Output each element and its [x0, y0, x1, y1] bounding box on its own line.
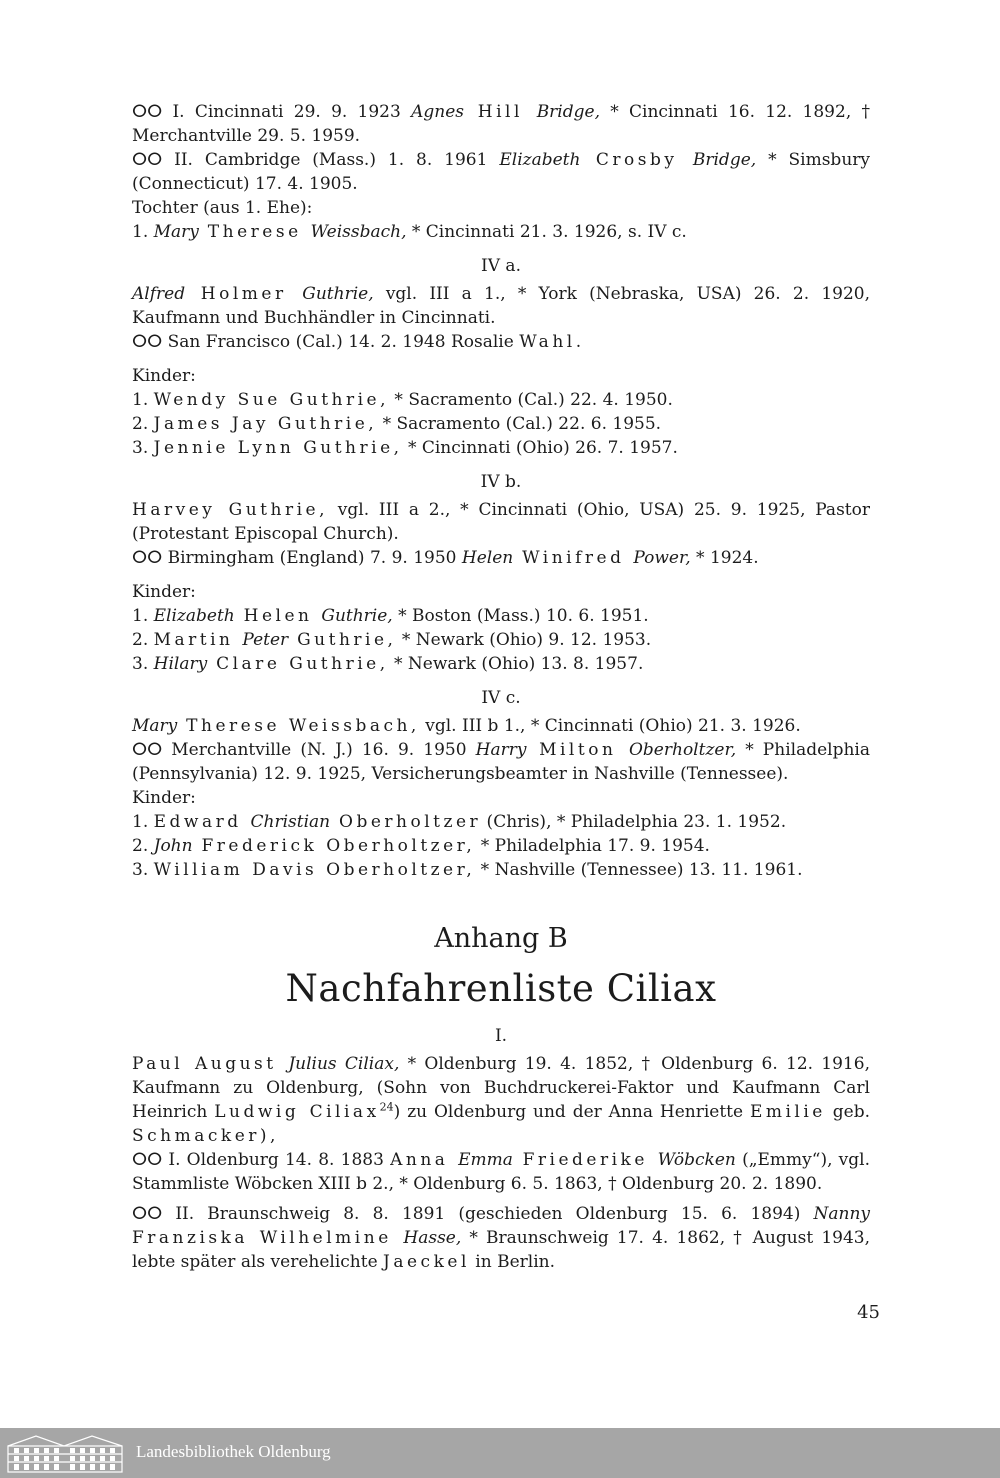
text-run: 2. [132, 414, 154, 434]
text-run: 3. [132, 654, 154, 674]
ivc-marriage [132, 738, 870, 786]
spaced-name: Ludwig Ciliax [214, 1102, 380, 1122]
italic-name: Bridge, [536, 102, 600, 122]
spacer [132, 354, 870, 364]
section-heading-ivc: IV c. [481, 688, 521, 708]
spaced-name: Therese Weissbach, [177, 716, 420, 736]
appendix-entry-2 [132, 1148, 870, 1196]
text-run: ⵔⵔ I. Oldenburg 14. 8. 1883 [132, 1150, 391, 1170]
ivb-child-1 [132, 604, 870, 628]
italic-name: Weissbach, [310, 222, 407, 242]
iva-child-3 [132, 436, 870, 460]
text-run: vgl. III b 1., * Cincinnati (Ohio) 21. 3. 1926. [419, 716, 801, 736]
paragraph-marriage-1 [132, 100, 870, 148]
text-run: * Newark (Ohio) 9. 12. 1953. [396, 630, 652, 650]
spaced-name: Friederike [512, 1150, 658, 1170]
iva-head-line [132, 282, 870, 330]
italic-name: Wöbcken [657, 1150, 736, 1170]
spaced-name: Martin [153, 630, 243, 650]
italic-name: Elizabeth [153, 606, 235, 626]
italic-name: Guthrie, [302, 284, 374, 304]
italic-name: Emma [458, 1150, 513, 1170]
spaced-name: Winifred [513, 548, 634, 568]
iva-marriage [132, 330, 870, 354]
italic-name: Alfred [132, 284, 186, 304]
text-run: 1. [132, 390, 154, 410]
paragraph-daughter-label: Tochter (aus 1. Ehe): [132, 198, 313, 218]
text-run: * Philadelphia (Pennsylvania) 12. 9. 1925, Versicherungsbeamter in Nashville (Tennessee). [132, 740, 870, 784]
text-run: vgl. III a 1., * York (Nebraska, USA) 26. 2. 1920, Kaufmann und Buchhändler in Cincinnati. [132, 284, 870, 328]
spaced-name: Oberholtzer [330, 812, 482, 832]
spaced-name: Edward [153, 812, 251, 832]
italic-name: Mary [153, 222, 199, 242]
paragraph-daughter [132, 220, 870, 244]
spaced-name: James Jay Guthrie, [153, 414, 378, 434]
italic-name: Christian [250, 812, 331, 832]
italic-name: Hilary [153, 654, 208, 674]
spaced-name: William Davis Oberholtzer, [153, 860, 476, 880]
italic-name: John [153, 836, 193, 856]
ivc-child-1 [132, 810, 870, 834]
spaced-name: Anna [390, 1150, 459, 1170]
text-run: * Sacramento (Cal.) 22. 6. 1955. [377, 414, 662, 434]
text-run: * Cincinnati 16. 12. 1892, † Merchantville 29. 5. 1959. [132, 102, 870, 146]
italic-name: Agnes [411, 102, 464, 122]
text-run: 3. [132, 860, 154, 880]
italic-name: Nanny [813, 1204, 870, 1224]
ivc-children-label: Kinder: [132, 788, 196, 808]
text-run: * Boston (Mass.) 10. 6. 1951. [392, 606, 649, 626]
text-run: 1. [132, 812, 154, 832]
text-block [132, 100, 870, 1274]
appendix-label: Anhang B [434, 923, 568, 954]
iva-children-label: Kinder: [132, 366, 196, 386]
spaced-name: Franziska Wilhelmine [132, 1228, 404, 1248]
text-run: ⵔⵔ Birmingham (England) 7. 9. 1950 [132, 548, 462, 568]
text-run: ⵔⵔ II. Cambridge (Mass.) 1. 8. 1961 [132, 150, 500, 170]
section-heading-iva: IV a. [481, 256, 521, 276]
text-run: 1. [132, 606, 154, 626]
italic-name: Julius Ciliax, [288, 1054, 400, 1074]
spaced-name: Emilie [749, 1102, 826, 1122]
text-run: * Braunschweig 17. 4. 1862, † August 1943, lebte später als verehelichte [132, 1228, 870, 1272]
italic-name: Peter [242, 630, 289, 650]
spaced-name: Jaeckel [383, 1252, 470, 1272]
section-heading-ivb: IV b. [480, 472, 522, 492]
text-run: ⵔⵔ II. Braunschweig 8. 8. 1891 (geschieden Oldenburg 15. 6. 1894) [132, 1204, 814, 1224]
paragraph-marriage-2 [132, 148, 870, 196]
appendix-title: Nachfahrenliste Ciliax [285, 967, 717, 1010]
italic-name: Guthrie, [321, 606, 393, 626]
text-run: * 1924. [690, 548, 759, 568]
text-run: ) zu Oldenburg und der Anna Henriette [393, 1102, 750, 1122]
spaced-name: Frederick Oberholtzer, [192, 836, 476, 856]
text-run: 3. [132, 438, 154, 458]
ivc-child-2 [132, 834, 870, 858]
spaced-name: Jennie Lynn Guthrie, [153, 438, 403, 458]
text-run: * Oldenburg 19. 4. 1852, † Oldenburg 6. 12. 1916, Kaufmann zu Oldenburg, (Sohn von Buchdruckerei-Faktor und Kaufmann Carl Heinrich [132, 1054, 870, 1122]
spaced-name: Paul August [132, 1054, 289, 1074]
spaced-name: Crosby [580, 150, 693, 170]
italic-name: Oberholtzer, [628, 740, 737, 760]
appendix-entry-3 [132, 1202, 870, 1274]
italic-name: Bridge, [692, 150, 757, 170]
library-building-icon [6, 1432, 124, 1474]
text-run: („Emmy“), vgl. Stammliste Wöbcken XIII b 2., * Oldenburg 6. 5. 1863, † Oldenburg 20. 2. 1890. [132, 1150, 871, 1194]
italic-name: Mary [132, 716, 178, 736]
text-run: * Nashville (Tennessee) 13. 11. 1961. [475, 860, 803, 880]
text-run: in Berlin. [469, 1252, 555, 1272]
text-run: * Sacramento (Cal.) 22. 4. 1950. [389, 390, 673, 410]
text-run: ⵔⵔ Merchantville (N. J.) 16. 9. 1950 [132, 740, 476, 760]
italic-name: Elizabeth [499, 150, 581, 170]
italic-name: Hasse, [403, 1228, 462, 1248]
italic-name: Harry [475, 740, 527, 760]
text-run: geb. [825, 1102, 871, 1122]
text-run: * Simsbury (Connecticut) 17. 4. 1905. [132, 150, 870, 194]
ivc-child-3 [132, 858, 870, 882]
spaced-name: Wendy Sue Guthrie, [153, 390, 390, 410]
spaced-name: Holmer [185, 284, 303, 304]
spacer [132, 570, 870, 580]
text-run: * Newark (Ohio) 13. 8. 1957. [388, 654, 644, 674]
spaced-name: Wahl. [519, 332, 585, 352]
spaced-name: Therese [198, 222, 311, 242]
text-run: ⵔⵔ I. Cincinnati 29. 9. 1923 [132, 102, 412, 122]
spaced-name: Schmacker), [132, 1126, 279, 1146]
ivb-child-2 [132, 628, 870, 652]
spaced-name: Milton [526, 740, 629, 760]
text-run: * Cincinnati 21. 3. 1926, s. IV c. [406, 222, 687, 242]
ivb-child-3 [132, 652, 870, 676]
ivb-marriage [132, 546, 870, 570]
text-run: * Cincinnati (Ohio) 26. 7. 1957. [402, 438, 678, 458]
iva-child-2 [132, 412, 870, 436]
appendix-entry-1 [132, 1052, 870, 1148]
text-run: * Philadelphia 17. 9. 1954. [475, 836, 710, 856]
appendix-section-heading: I. [494, 1026, 508, 1046]
spaced-name: Clare Guthrie, [207, 654, 389, 674]
ivc-head-line [132, 714, 870, 738]
ivb-head-line [132, 498, 870, 546]
page-number: 45 [857, 1302, 880, 1323]
text-run: vgl. III a 2., * Cincinnati (Ohio, USA) 25. 9. 1925, Pastor (Protestant Episcopal Church). [132, 500, 870, 544]
library-footer [0, 1428, 1000, 1478]
spaced-name: Hill [464, 102, 537, 122]
library-name: Landesbibliothek Oldenburg [136, 1442, 331, 1461]
text-run: 2. [132, 630, 154, 650]
italic-name: Power, [633, 548, 691, 568]
text-run: ⵔⵔ San Francisco (Cal.) 14. 2. 1948 Rosalie [132, 332, 520, 352]
ivb-children-label: Kinder: [132, 582, 196, 602]
spaced-name: Harvey Guthrie, [132, 500, 328, 520]
iva-child-1 [132, 388, 870, 412]
spaced-name: Guthrie, [288, 630, 397, 650]
spaced-name: Helen [234, 606, 322, 626]
text-run: 1. [132, 222, 154, 242]
italic-name: Helen [461, 548, 514, 568]
text-run: 2. [132, 836, 154, 856]
footnote-marker: 24 [379, 1100, 394, 1114]
text-run: (Chris), * Philadelphia 23. 1. 1952. [481, 812, 787, 832]
